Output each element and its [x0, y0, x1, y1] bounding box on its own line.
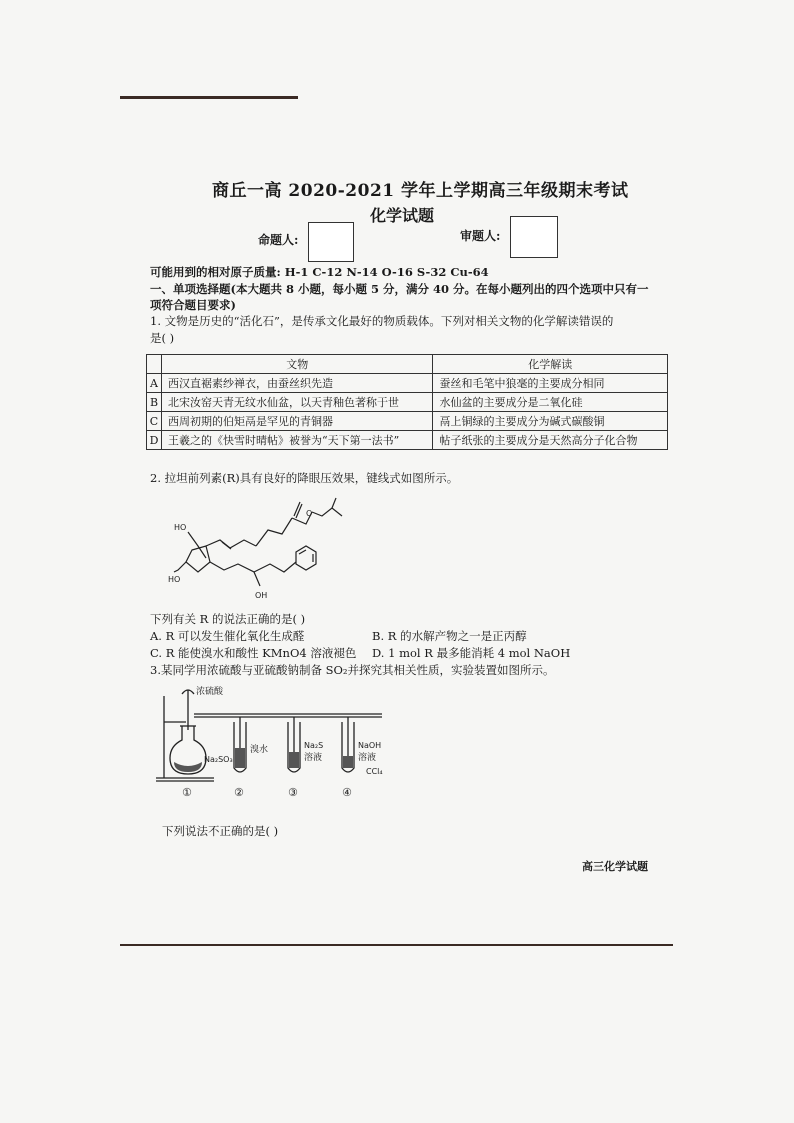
- q1-table: [146, 354, 668, 450]
- row-letter: A: [147, 374, 162, 393]
- number-3: ③: [288, 786, 298, 799]
- ho-label-top: HO: [174, 523, 187, 532]
- row-relic: 王羲之的《快雪时晴帖》被誉为“天下第一法书”: [162, 431, 433, 450]
- atomic-masses: 可能用到的相对原子质量: H-1 C-12 N-14 O-16 S-32 Cu-64: [150, 265, 489, 279]
- number-1: ①: [182, 786, 192, 799]
- ho-label-bottom: HO: [168, 575, 181, 584]
- label-na2s-a: Na₂S: [304, 741, 324, 750]
- section-heading: 一、单项选择题(本大题共 8 小题，每小题 5 分，满分 40 分。在每小题列出的四个选项中只有一: [150, 282, 649, 296]
- oh-label: OH: [255, 591, 268, 600]
- table-corner: [147, 355, 162, 374]
- table-row: [147, 374, 668, 393]
- page-footer: 高三化学试题: [582, 860, 648, 873]
- table-row: [147, 393, 668, 412]
- table-row: [147, 412, 668, 431]
- table-header-row: [147, 355, 668, 374]
- col-header-interp: 化学解读: [433, 355, 668, 374]
- reviewer-label: 审题人:: [460, 229, 501, 243]
- top-rule: [120, 96, 298, 99]
- label-naoh-b: 溶液: [358, 753, 377, 763]
- row-relic: 西周初期的伯矩鬲是罕见的青铜器: [162, 412, 433, 431]
- o-label: O: [306, 509, 313, 518]
- label-naoh-a: NaOH: [358, 741, 382, 750]
- q2-option-c: C. R 能使溴水和酸性 KMnO4 溶液褪色: [150, 646, 357, 660]
- q1-stem-cont: 是( ): [150, 331, 175, 345]
- q2-option-a: A. R 可以发生催化氧化生成醛: [150, 629, 305, 643]
- label-ccl4: CCl₄: [366, 767, 383, 776]
- q2-option-b: B. R 的水解产物之一是正丙醇: [372, 629, 527, 643]
- row-letter: C: [147, 412, 162, 431]
- q2-question: 下列有关 R 的说法正确的是( ): [150, 612, 306, 626]
- q1-stem: 1. 文物是历史的“活化石”，是传承文化最好的物质载体。下列对相关文物的化学解读错误的: [150, 314, 614, 328]
- label-bromine-water: 溴水: [250, 745, 269, 755]
- section-heading-cont: 项符合题目要求): [150, 298, 236, 312]
- row-interp: 帖子纸张的主要成分是天然高分子化合物: [433, 431, 668, 450]
- row-relic: 北宋汝窑天青无纹水仙盆，以天青釉色著称于世: [162, 393, 433, 412]
- label-na2s-b: 溶液: [304, 753, 323, 763]
- q3-stem: 3.某同学用浓硫酸与亚硫酸钠制备 SO₂并探究其相关性质，实验装置如图所示。: [150, 663, 555, 677]
- row-interp: 水仙盆的主要成分是二氧化硅: [433, 393, 668, 412]
- reviewer-box: [510, 216, 558, 258]
- table-row: [147, 431, 668, 450]
- label-acid: 浓硫酸: [196, 687, 224, 697]
- author-box: [308, 222, 354, 262]
- apparatus-diagram: [150, 682, 400, 802]
- author-label: 命题人:: [258, 233, 299, 247]
- row-letter: D: [147, 431, 162, 450]
- col-header-relic: 文物: [162, 355, 433, 374]
- row-interp: 鬲上铜绿的主要成分为碱式碳酸铜: [433, 412, 668, 431]
- q3-question: 下列说法不正确的是( ): [162, 824, 279, 838]
- row-interp: 蚕丝和毛笔中狼毫的主要成分相同: [433, 374, 668, 393]
- number-4: ④: [342, 786, 352, 799]
- number-2: ②: [234, 786, 244, 799]
- q2-stem: 2. 拉坦前列素(R)具有良好的降眼压效果，键线式如图所示。: [150, 471, 459, 485]
- label-flask: Na₂SO₃: [204, 755, 233, 764]
- q2-option-d: D. 1 mol R 最多能消耗 4 mol NaOH: [372, 646, 571, 660]
- exam-title: 商丘一高 2020-2021 学年上学期高三年级期末考试: [212, 181, 629, 201]
- exam-subtitle: 化学试题: [370, 206, 435, 225]
- row-letter: B: [147, 393, 162, 412]
- bottom-rule: [120, 944, 673, 946]
- row-relic: 西汉直裾素纱禅衣，由蚕丝织先造: [162, 374, 433, 393]
- latanoprost-structure: [160, 490, 360, 610]
